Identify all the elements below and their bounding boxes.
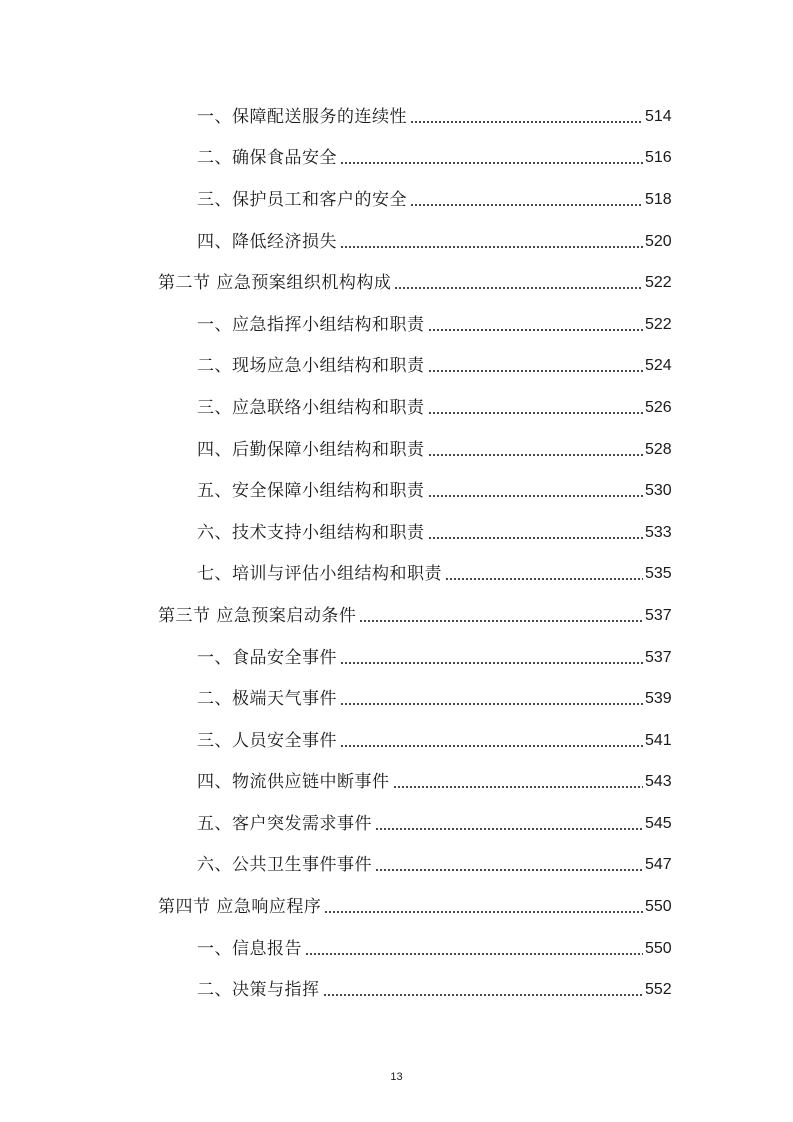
table-of-contents — [0, 96, 793, 1011]
toc-entry[interactable] — [0, 346, 793, 388]
toc-entry-page: 547 — [645, 856, 672, 874]
toc-entry-page: 550 — [645, 939, 672, 957]
toc-entry-title: 一、信息报告 — [197, 938, 302, 959]
toc-entry[interactable] — [0, 554, 793, 596]
toc-entry-title: 六、技术支持小组结构和职责 — [197, 522, 425, 543]
toc-dot-leader — [394, 287, 643, 289]
toc-dot-leader — [428, 370, 644, 372]
toc-entry[interactable] — [0, 928, 793, 970]
toc-dot-leader — [428, 454, 644, 456]
toc-entry[interactable] — [0, 720, 793, 762]
toc-entry-page: 518 — [645, 190, 672, 208]
toc-entry[interactable] — [0, 845, 793, 887]
toc-entry[interactable] — [0, 96, 793, 138]
toc-entry-title: 七、培训与评估小组结构和职责 — [197, 564, 442, 585]
toc-entry[interactable] — [0, 304, 793, 346]
toc-entry-title: 二、极端天气事件 — [197, 689, 337, 710]
toc-section-entry[interactable] — [0, 595, 793, 637]
toc-dot-leader — [340, 662, 643, 664]
toc-entry-page: 520 — [645, 232, 672, 250]
toc-dot-leader — [305, 953, 643, 955]
toc-entry-title: 二、决策与指挥 — [197, 980, 320, 1001]
page-number: 13 — [390, 1071, 403, 1083]
toc-dot-leader — [393, 786, 644, 788]
toc-section-title: 第三节 应急预案启动条件 — [158, 605, 357, 626]
toc-entry[interactable] — [0, 762, 793, 804]
toc-entry[interactable] — [0, 221, 793, 263]
toc-entry-title: 五、安全保障小组结构和职责 — [197, 481, 425, 502]
toc-entry-page: 550 — [645, 898, 672, 916]
toc-dot-leader — [323, 994, 644, 996]
toc-entry-page: 522 — [645, 315, 672, 333]
toc-dot-leader — [375, 869, 643, 871]
toc-dot-leader — [340, 745, 643, 747]
toc-entry[interactable] — [0, 512, 793, 554]
toc-entry[interactable] — [0, 637, 793, 679]
toc-entry-title: 三、人员安全事件 — [197, 730, 337, 751]
toc-entry-title: 五、客户突发需求事件 — [197, 813, 372, 834]
toc-entry[interactable] — [0, 470, 793, 512]
toc-entry-title: 三、应急联络小组结构和职责 — [197, 397, 425, 418]
toc-dot-leader — [428, 537, 644, 539]
toc-dot-leader — [445, 578, 643, 580]
toc-entry-page: 545 — [645, 814, 672, 832]
toc-entry-page: 514 — [645, 107, 672, 125]
toc-dot-leader — [428, 495, 644, 497]
toc-section-entry[interactable] — [0, 262, 793, 304]
toc-dot-leader — [340, 162, 643, 164]
toc-entry-page: 541 — [645, 731, 672, 749]
toc-entry-page: 535 — [645, 565, 672, 583]
toc-entry-title: 六、公共卫生事件事件 — [197, 855, 372, 876]
toc-entry-title: 四、降低经济损失 — [197, 231, 337, 252]
toc-entry[interactable] — [0, 678, 793, 720]
toc-entry-title: 一、保障配送服务的连续性 — [197, 106, 407, 127]
toc-dot-leader — [428, 329, 644, 331]
toc-dot-leader — [359, 620, 643, 622]
toc-entry[interactable] — [0, 803, 793, 845]
toc-dot-leader — [410, 121, 643, 123]
toc-entry[interactable] — [0, 969, 793, 1011]
toc-dot-leader — [324, 911, 643, 913]
toc-entry-page: 537 — [645, 648, 672, 666]
toc-dot-leader — [375, 828, 643, 830]
toc-entry-page: 533 — [645, 523, 672, 541]
toc-entry-page: 528 — [645, 440, 672, 458]
toc-section-title: 第四节 应急响应程序 — [158, 897, 322, 918]
toc-entry[interactable] — [0, 387, 793, 429]
toc-entry-page: 543 — [645, 773, 672, 791]
toc-section-title: 第二节 应急预案组织机构构成 — [158, 273, 392, 294]
toc-entry-title: 一、应急指挥小组结构和职责 — [197, 314, 425, 335]
toc-dot-leader — [340, 703, 643, 705]
toc-entry-page: 552 — [645, 981, 672, 999]
toc-dot-leader — [340, 246, 643, 248]
toc-dot-leader — [410, 204, 643, 206]
toc-entry-page: 537 — [645, 606, 672, 624]
toc-entry-title: 四、物流供应链中断事件 — [197, 772, 390, 793]
toc-entry[interactable] — [0, 138, 793, 180]
toc-entry[interactable] — [0, 179, 793, 221]
toc-entry-title: 三、保护员工和客户的安全 — [197, 189, 407, 210]
toc-entry[interactable] — [0, 429, 793, 471]
toc-dot-leader — [428, 412, 644, 414]
toc-entry-title: 四、后勤保障小组结构和职责 — [197, 439, 425, 460]
toc-entry-title: 一、食品安全事件 — [197, 647, 337, 668]
toc-entry-page: 522 — [645, 274, 672, 292]
toc-entry-page: 530 — [645, 482, 672, 500]
toc-entry-page: 526 — [645, 398, 672, 416]
toc-entry-page: 524 — [645, 357, 672, 375]
toc-entry-page: 516 — [645, 149, 672, 167]
toc-section-entry[interactable] — [0, 886, 793, 928]
toc-entry-title: 二、确保食品安全 — [197, 148, 337, 169]
toc-entry-page: 539 — [645, 690, 672, 708]
toc-entry-title: 二、现场应急小组结构和职责 — [197, 356, 425, 377]
